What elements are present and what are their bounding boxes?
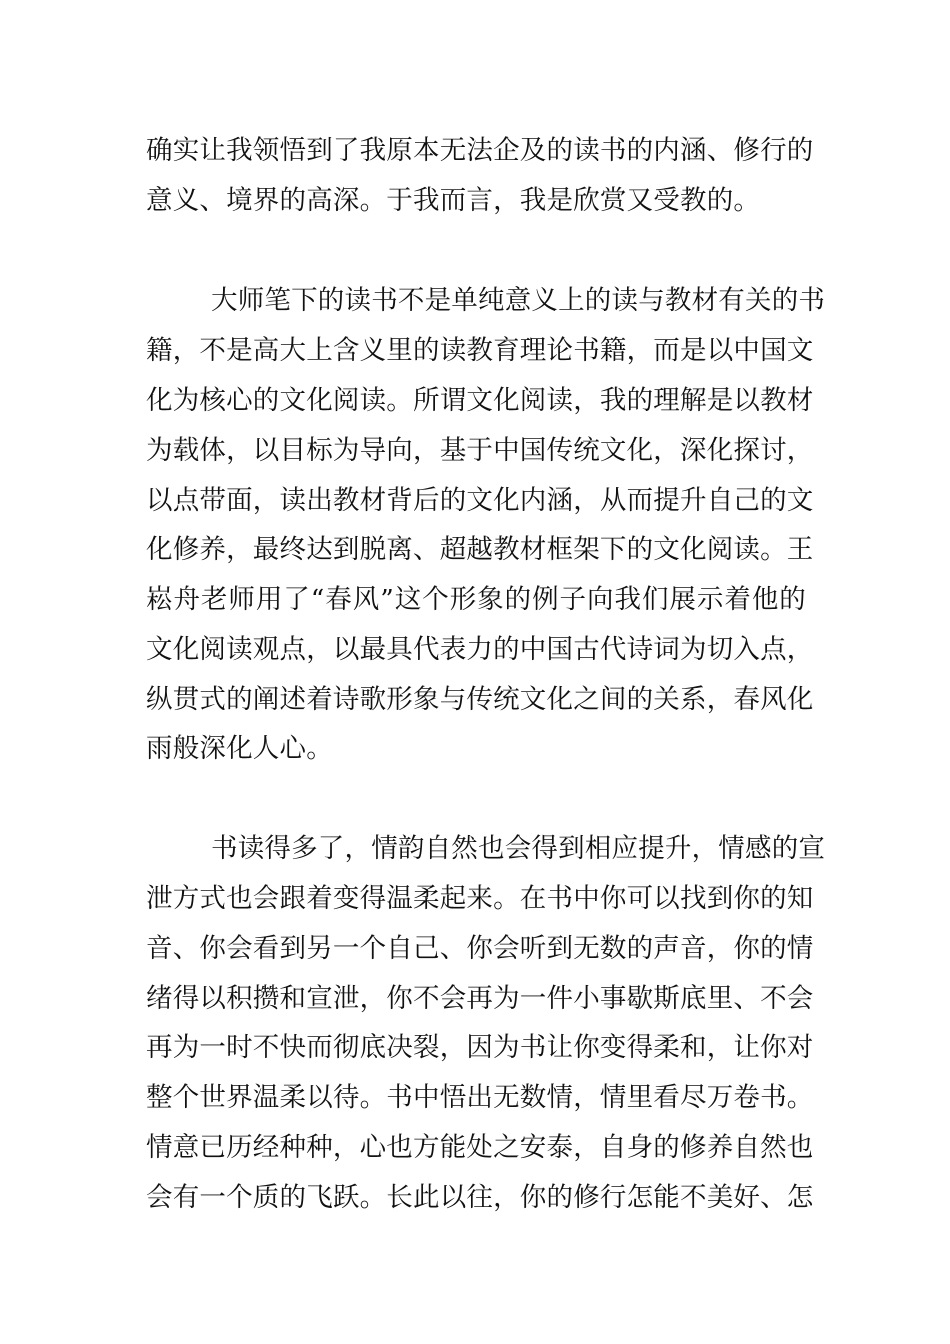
paragraph-3-line-7: 情意已历经种种，心也方能处之安泰，自身的修养自然也	[146, 1132, 814, 1163]
paragraph-1-line-1: 确实让我领悟到了我原本无法企及的读书的内涵、修行的	[146, 135, 814, 166]
paragraph-3-line-8: 会有一个质的飞跃。长此以往，你的修行怎能不美好、怎	[146, 1182, 814, 1213]
paragraph-3-line-5: 再为一时不快而彻底决裂，因为书让你变得柔和，让你对	[146, 1032, 814, 1063]
paragraph-3-line-4: 绪得以积攒和宣泄，你不会再为一件小事歇斯底里、不会	[146, 983, 814, 1014]
paragraph-1-line-2: 意义、境界的高深。于我而言，我是欣赏又受教的。	[146, 185, 761, 216]
paragraph-2-line-10: 雨般深化人心。	[146, 733, 333, 764]
paragraph-3-line-2: 泄方式也会跟着变得温柔起来。在书中你可以找到你的知	[146, 883, 814, 914]
paragraph-3-line-6: 整个世界温柔以待。书中悟出无数情，情里看尽万卷书。	[146, 1082, 814, 1113]
paragraph-2-line-4: 为载体，以目标为导向，基于中国传统文化，深化探讨，	[146, 435, 814, 466]
paragraph-2-line-6: 化修养，最终达到脱离、超越教材框架下的文化阅读。王	[146, 534, 814, 565]
paragraph-3-line-3: 音、你会看到另一个自己、你会听到无数的声音，你的情	[146, 933, 814, 964]
paragraph-2-line-9: 纵贯式的阐述着诗歌形象与传统文化之间的关系，春风化	[146, 684, 814, 715]
paragraph-3-line-1: 书读得多了，情韵自然也会得到相应提升，情感的宣	[211, 833, 826, 864]
paragraph-2-line-2: 籍，不是高大上含义里的读教育理论书籍，而是以中国文	[146, 335, 814, 366]
paragraph-2-line-8: 文化阅读观点，以最具代表力的中国古代诗词为切入点，	[146, 634, 814, 665]
paragraph-2-line-3: 化为核心的文化阅读。所谓文化阅读，我的理解是以教材	[146, 385, 814, 416]
paragraph-2-line-1: 大师笔下的读书不是单纯意义上的读与教材有关的书	[211, 285, 826, 316]
paragraph-2-line-7: 崧舟老师用了“春风”这个形象的例子向我们展示着他的	[146, 584, 806, 615]
paragraph-2-line-5: 以点带面，读出教材背后的文化内涵，从而提升自己的文	[146, 485, 814, 516]
